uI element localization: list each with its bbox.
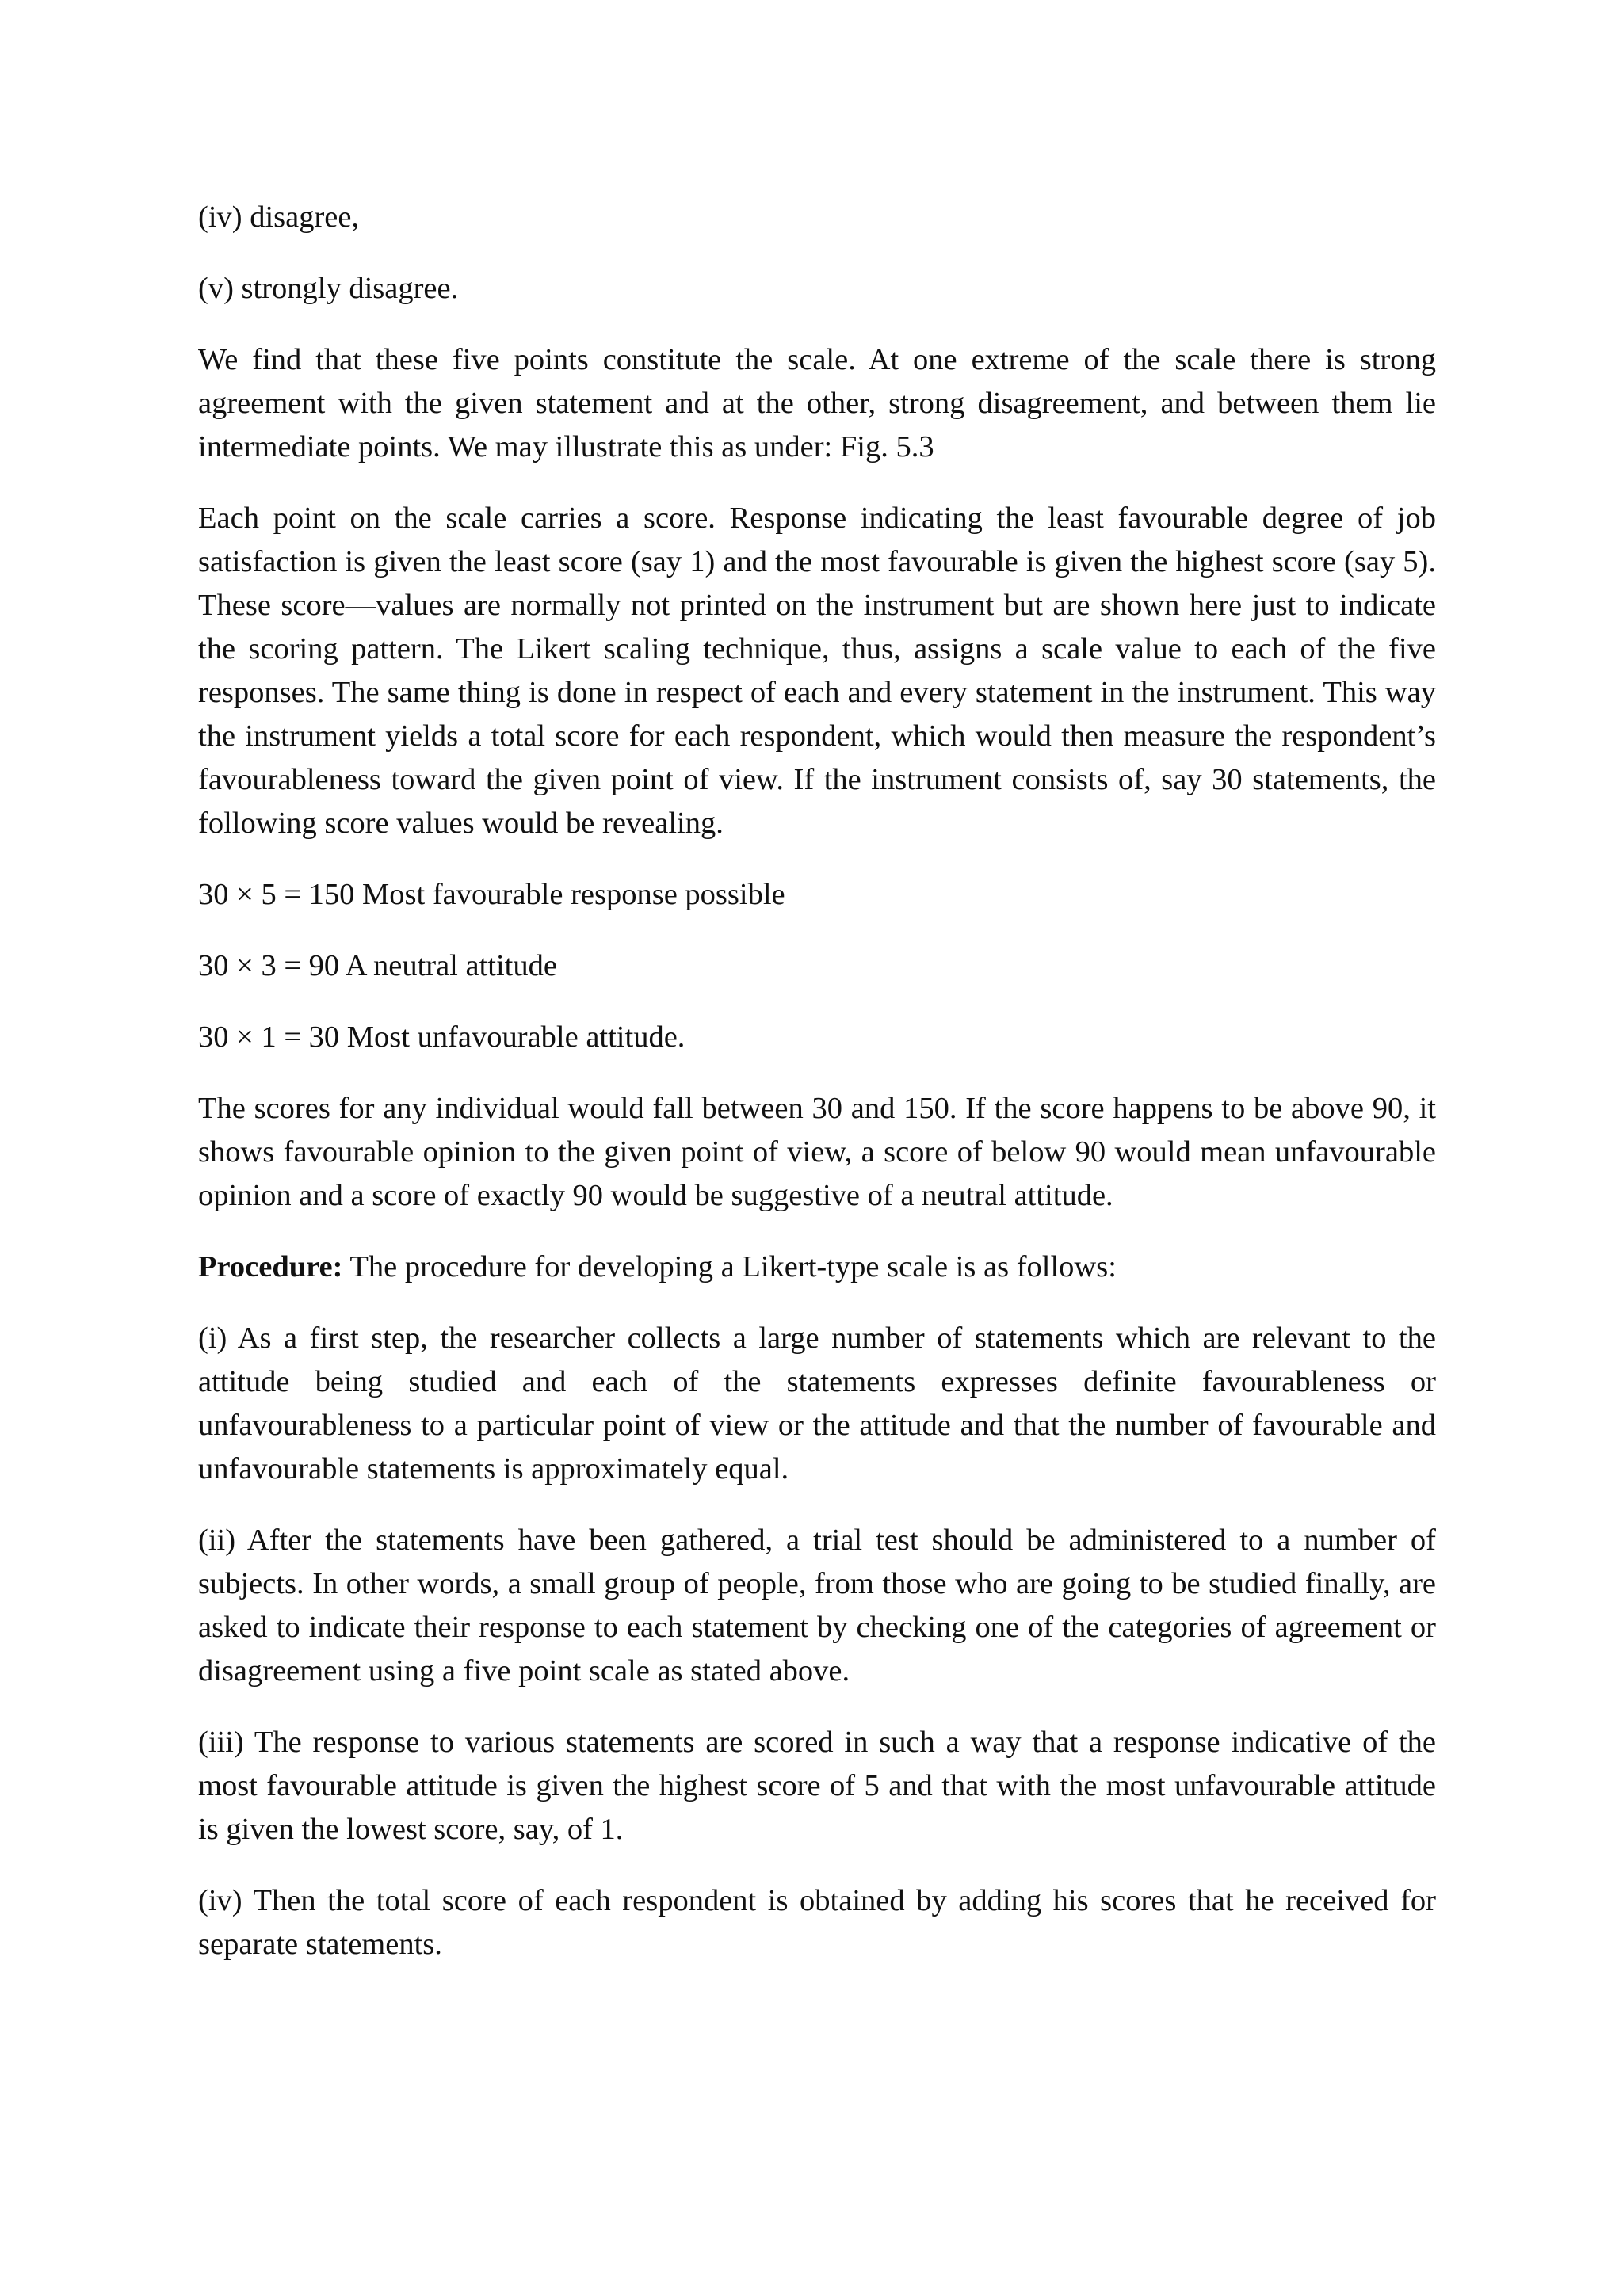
procedure-step-4: (iv) Then the total score of each respondent is obtained by adding his scores that he received for separate statements.: [198, 1884, 1436, 1961]
procedure-step-1: (i) As a first step, the researcher collects a large number of statements which are relevant to the attitude being studied and each of the statements expresses definite favourableness or unfavourableness to a particular point of view or the attitude and that the number of favourable and unfavourable statements is approximately equal.: [198, 1322, 1436, 1486]
list-item-strongly-disagree: (v) strongly disagree.: [198, 272, 459, 305]
paragraph-score-range: The scores for any individual would fall between 30 and 150. If the score happens to be above 90, it shows favourable opinion to the given point of view, a score of below 90 would mean unfavourable opinion and a score of exactly 90 would be suggestive of a neutral attitude.: [198, 1092, 1436, 1212]
score-line-neutral: 30 × 3 = 90 A neutral attitude: [198, 949, 557, 982]
score-line-most-favourable: 30 × 5 = 150 Most favourable response possible: [198, 878, 785, 911]
procedure-step-2: (ii) After the statements have been gathered, a trial test should be administered to a number of subjects. In other words, a small group of people, from those who are going to be studied finally, are asked to indicate their response to each statement by checking one of the categories of agreement or disagreement using a five point scale as stated above.: [198, 1524, 1436, 1688]
procedure-label: Procedure:: [198, 1250, 343, 1283]
procedure-step-3: (iii) The response to various statements are scored in such a way that a response indicative of the most favourable attitude is given the highest score of 5 and that with the most unfavourable attitude is given the lowest score, say, of 1.: [198, 1726, 1436, 1846]
procedure-paragraph: [198, 1245, 1436, 1289]
document-page: [198, 196, 1436, 1966]
list-item-disagree: (iv) disagree,: [198, 200, 360, 234]
procedure-text: The procedure for developing a Likert-type scale is as follows:: [342, 1250, 1117, 1283]
paragraph-scoring: Each point on the scale carries a score. Response indicating the least favourable degree of job satisfaction is given the least score (say 1) and the most favourable is given the highest score (say 5). These score—values are normally not printed on the instrument but are shown here just to indicate the scoring pattern. The Likert scaling technique, thus, assigns a scale value to each of the five responses. The same thing is done in respect of each and every statement in the instrument. This way the instrument yields a total score for each respondent, which would then measure the respondent’s favourableness toward the given point of view. If the instrument consists of, say 30 statements, the following score values would be revealing.: [198, 502, 1436, 840]
score-line-most-unfavourable: 30 × 1 = 30 Most unfavourable attitude.: [198, 1020, 685, 1054]
paragraph-five-points: We find that these five points constitute the scale. At one extreme of the scale there is strong agreement with the given statement and at the other, strong disagreement, and between them lie intermediate points. We may illustrate this as under: Fig. 5.3: [198, 343, 1436, 463]
